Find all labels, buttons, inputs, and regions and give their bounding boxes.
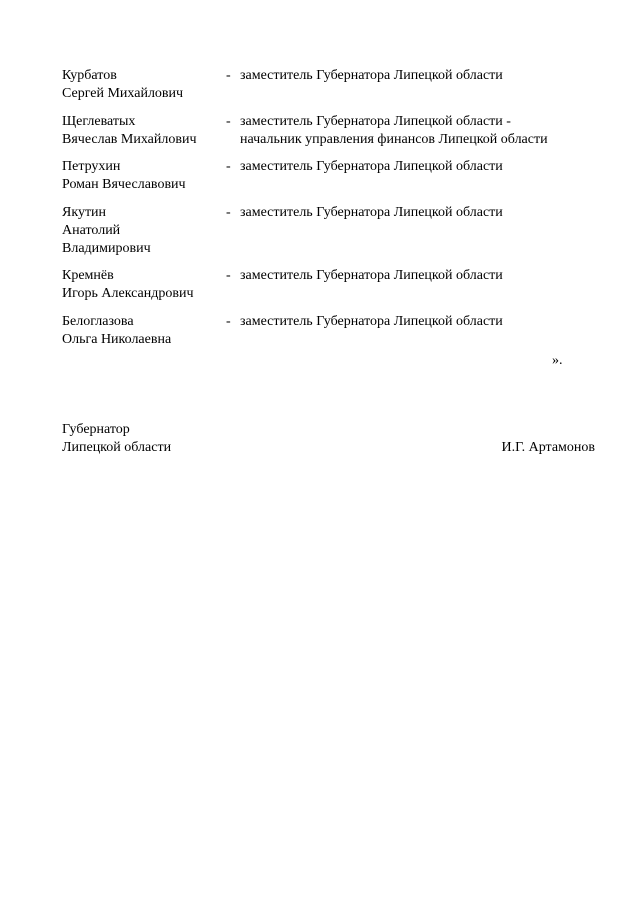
official-entry — [62, 158, 602, 194]
name-line: Курбатов — [62, 68, 117, 83]
separator-dash: - — [226, 205, 231, 220]
position-line: заместитель Губернатора Липецкой области — [240, 205, 503, 220]
name-line: Белоглазова — [62, 314, 134, 329]
official-position — [240, 67, 600, 85]
separator-dash: - — [226, 268, 231, 283]
official-position — [240, 267, 600, 285]
position-line: заместитель Губернатора Липецкой области — [240, 159, 503, 174]
official-entry — [62, 313, 602, 349]
closing-quote-mark: ». — [552, 353, 563, 368]
separator-dash: - — [226, 68, 231, 83]
official-name — [62, 204, 222, 258]
official-entry — [62, 204, 602, 258]
official-name — [62, 267, 222, 303]
name-line: Роман Вячеславович — [62, 177, 186, 192]
official-position — [240, 158, 600, 176]
official-entry — [62, 267, 602, 303]
official-entry — [62, 113, 602, 149]
name-line: Вячеслав Михайлович — [62, 132, 197, 147]
position-line: заместитель Губернатора Липецкой области — [240, 68, 503, 83]
signatory-title — [62, 421, 171, 457]
position-line: заместитель Губернатора Липецкой области - — [240, 114, 511, 129]
position-line: начальник управления финансов Липецкой области — [240, 132, 548, 147]
position-line: заместитель Губернатора Липецкой области — [240, 268, 503, 283]
name-line: Петрухин — [62, 159, 121, 174]
separator-dash: - — [226, 114, 231, 129]
position-line: заместитель Губернатора Липецкой области — [240, 314, 503, 329]
name-line: Анатолий — [62, 223, 121, 238]
name-line: Игорь Александрович — [62, 286, 194, 301]
signatory-title-line: Липецкой области — [62, 440, 172, 455]
official-name — [62, 113, 222, 149]
name-line: Якутин — [62, 205, 107, 220]
official-position — [240, 313, 600, 331]
official-entry — [62, 67, 602, 103]
name-line: Владимирович — [62, 241, 151, 256]
name-line: Кремнёв — [62, 268, 114, 283]
official-name — [62, 158, 222, 194]
name-line: Сергей Михайлович — [62, 86, 184, 101]
signatory-name: И.Г. Артамонов — [501, 440, 595, 455]
name-line: Щеглеватых — [62, 114, 136, 129]
name-line: Ольга Николаевна — [62, 332, 172, 347]
official-name — [62, 67, 222, 103]
official-name — [62, 313, 222, 349]
separator-dash: - — [226, 159, 231, 174]
signatory-title-line: Губернатор — [62, 422, 130, 437]
separator-dash: - — [226, 314, 231, 329]
official-position — [240, 113, 600, 149]
official-position — [240, 204, 600, 222]
